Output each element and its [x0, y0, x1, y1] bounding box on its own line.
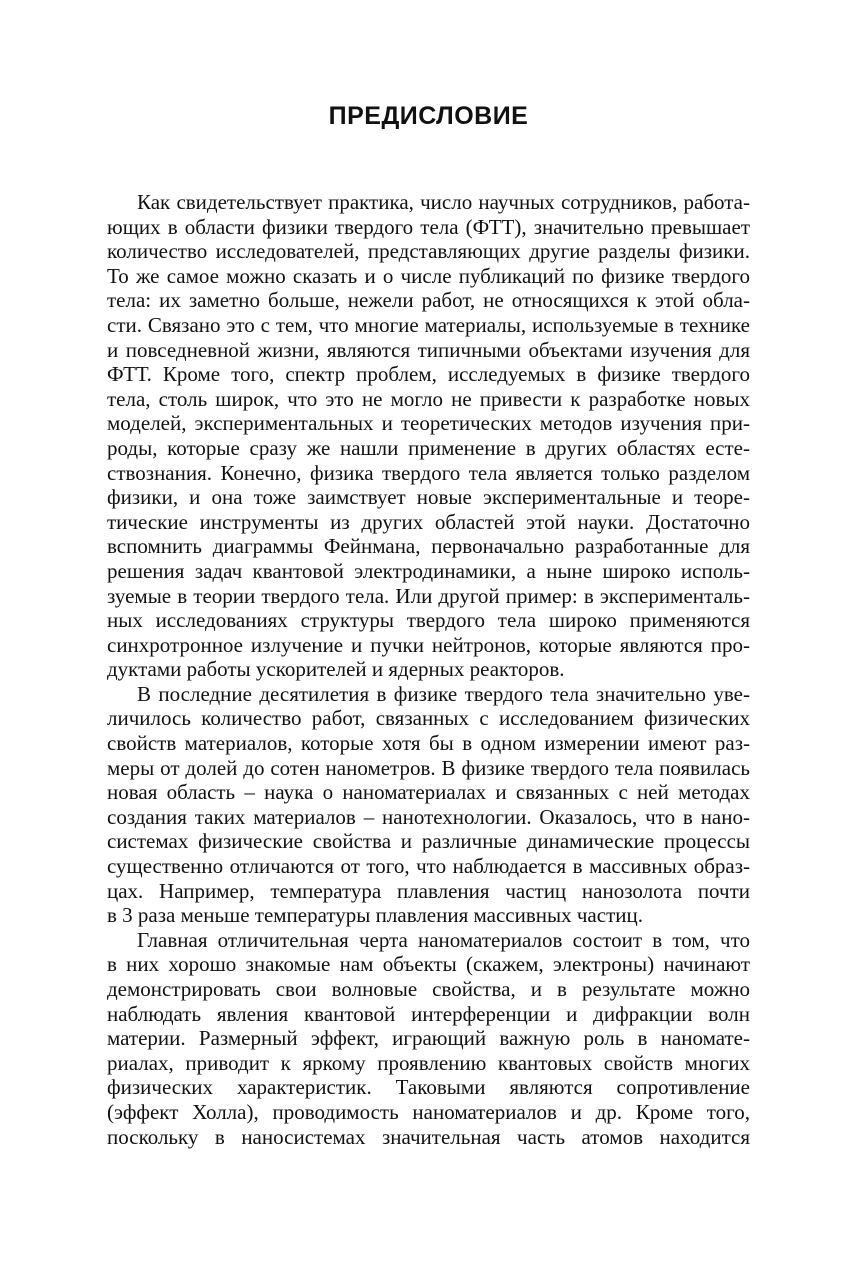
- text-line: меры от долей до сотен нанометров. В физике твердого тела появилась: [107, 755, 750, 780]
- text-line: ствознания. Конечно, физика твердого тела является только разделом: [107, 460, 750, 485]
- text-line: личилось количество работ, связанных с исследованием физических: [107, 706, 750, 731]
- text-line: Как свидетельствует практика, число научных сотрудников, работа-: [137, 190, 750, 214]
- text-line: новая область – наука о наноматериалах и связанных с ней методах: [107, 780, 750, 805]
- text-line: создания таких материалов – нанотехнологии. Оказалось, что в нано-: [107, 804, 750, 829]
- text-line: в 3 раза меньше температуры плавления массивных частиц.: [107, 903, 643, 928]
- text-line: вспомнить диаграммы Фейнмана, первоначально разработанные для: [107, 534, 750, 559]
- text-line: свойств материалов, которые хотя бы в одном измерении имеют раз-: [107, 731, 750, 756]
- text-line: ющих в области физики твердого тела (ФТТ), значительно превышает: [107, 214, 750, 239]
- text-line: ФТТ. Кроме того, спектр проблем, исследуемых в физике твердого: [107, 362, 750, 387]
- page-title: ПРЕДИСЛОВИЕ: [328, 102, 529, 130]
- text-line: (эффект Холла), проводимость наноматериалов и др. Кроме того,: [107, 1099, 750, 1124]
- text-line: ных исследованиях структуры твердого тела широко применяются: [107, 608, 750, 633]
- text-line: материи. Размерный эффект, играющий важную роль в наномате-: [107, 1026, 750, 1051]
- text-line: цах. Например, температура плавления частиц нанозолота почти: [107, 878, 750, 903]
- text-line: зуемые в теории твердого тела. Или другой пример: в эксперименталь-: [107, 583, 750, 608]
- text-line: в них хорошо знакомые нам объекты (скажем, электроны) начинают: [107, 952, 750, 977]
- text-line: риалах, приводит к яркому проявлению квантовых свойств многих: [107, 1050, 750, 1075]
- text-line: тела, столь широк, что это не могло не привести к разработке новых: [107, 386, 750, 411]
- text-line: сти. Связано это с тем, что многие материалы, используемые в технике: [107, 312, 750, 337]
- body-text: [107, 190, 750, 1149]
- text-line: решения задач квантовой электродинамики, а ныне широко исполь-: [107, 558, 750, 583]
- text-line: Главная отличительная черта наноматериалов состоит в том, что: [137, 927, 750, 952]
- text-line: тела: их заметно больше, нежели работ, не относящихся к этой обла-: [107, 288, 750, 313]
- text-line: физики, и она тоже заимствует новые экспериментальные и теоре-: [107, 485, 750, 510]
- text-line: тические инструменты из других областей этой науки. Достаточно: [107, 509, 750, 534]
- text-line: демонстрировать свои волновые свойства, и в результате можно: [107, 977, 750, 1001]
- text-line: синхротронное излучение и пучки нейтронов, которые являются про-: [107, 632, 750, 657]
- text-line: наблюдать явления квантовой интерференции и дифракции волн: [107, 1001, 750, 1026]
- text-line: существенно отличаются от того, что наблюдается в массивных образ-: [107, 854, 750, 879]
- text-line: физических характеристик. Таковыми являются сопротивление: [107, 1075, 750, 1100]
- text-line: То же самое можно сказать и о числе публикаций по физике твердого: [107, 263, 750, 288]
- text-line: и повседневной жизни, являются типичными объектами изучения для: [107, 337, 750, 362]
- text-line: дуктами работы ускорителей и ядерных реакторов.: [107, 657, 565, 682]
- text-line: системах физические свойства и различные динамические процессы: [107, 829, 750, 854]
- text-line: В последние десятилетия в физике твердого тела значительно уве-: [137, 681, 750, 706]
- text-line: количество исследователей, представляющих другие разделы физики.: [107, 239, 750, 264]
- text-line: моделей, экспериментальных и теоретических методов изучения при-: [107, 411, 750, 436]
- text-line: поскольку в наносистемах значительная часть атомов находится: [107, 1124, 750, 1149]
- text-line: роды, которые сразу же нашли применение в других областях есте-: [107, 435, 750, 460]
